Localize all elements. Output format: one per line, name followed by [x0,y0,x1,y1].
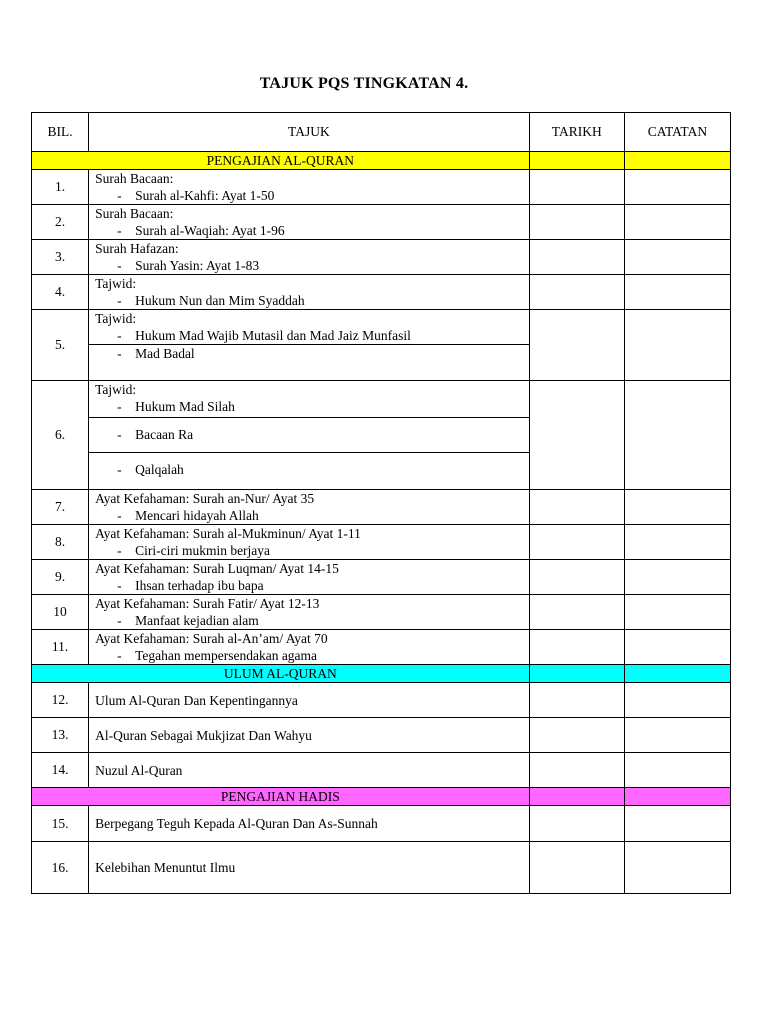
row-number: 12. [32,683,89,718]
row-topic [89,525,530,560]
catatan-cell[interactable] [624,490,730,525]
section-label-ulum: ULUM AL-QURAN [32,665,530,683]
tarikh-cell[interactable] [529,718,624,753]
row-number: 4. [32,275,89,310]
topic-item: - Hukum Mad Wajib Mutasil dan Mad Jaiz Munfasil [117,328,411,343]
topic-item: - Mencari hidayah Allah [117,508,259,523]
table-row [32,595,731,630]
topic-table [31,112,731,894]
tarikh-cell[interactable] [529,630,624,665]
header-catatan: CATATAN [624,113,730,152]
tarikh-cell[interactable] [529,525,624,560]
section-cell [624,665,730,683]
row-number: 1. [32,170,89,205]
topic-item: - Hukum Nun dan Mim Syaddah [117,293,305,308]
page-title: TAJUK PQS TINGKATAN 4. [259,75,469,92]
catatan-cell[interactable] [624,718,730,753]
catatan-cell[interactable] [624,170,730,205]
section-label-hadis: PENGAJIAN HADIS [32,788,530,806]
header-bil: BIL. [32,113,89,152]
catatan-cell[interactable] [624,753,730,788]
table-row [32,525,731,560]
row-topic: Al-Quran Sebagai Mukjizat Dan Wahyu [89,718,530,753]
catatan-cell[interactable] [624,240,730,275]
row-topic [89,560,530,595]
topic-item: - Mad Badal [117,346,195,361]
table-row [32,560,731,595]
row-number: 11. [32,630,89,665]
header-tajuk: TAJUK [89,113,530,152]
topic-head: Ayat Kefahaman: Surah al-Mukminun/ Ayat 1-11 [95,526,361,541]
table-row [32,240,731,275]
catatan-cell[interactable] [624,560,730,595]
row-topic [89,275,530,310]
table-row [32,683,731,718]
row-topic [89,310,530,381]
row-topic [89,630,530,665]
catatan-cell[interactable] [624,275,730,310]
topic-item: - Surah al-Kahfi: Ayat 1-50 [117,188,275,203]
tarikh-cell[interactable] [529,842,624,894]
table-row [32,718,731,753]
topic-head: Ayat Kefahaman: Surah an-Nur/ Ayat 35 [95,491,315,506]
row-topic [89,205,530,240]
table-row [32,490,731,525]
tarikh-cell[interactable] [529,275,624,310]
tarikh-cell[interactable] [529,753,624,788]
row-number: 15. [32,806,89,842]
catatan-cell[interactable] [624,842,730,894]
section-cell [529,152,624,170]
row-topic: Nuzul Al-Quran [89,753,530,788]
section-row-ulum [32,665,731,683]
section-cell [529,665,624,683]
tarikh-cell[interactable] [529,806,624,842]
row-number: 16. [32,842,89,894]
row-topic: Berpegang Teguh Kepada Al-Quran Dan As-Sunnah [89,806,530,842]
table-row [32,842,731,894]
section-cell [624,152,730,170]
tarikh-cell[interactable] [529,310,624,381]
table-row [32,630,731,665]
row-number: 2. [32,205,89,240]
topic-head: Tajwid: [95,382,137,397]
tarikh-cell[interactable] [529,170,624,205]
topic-head: Surah Hafazan: [95,241,179,256]
catatan-cell[interactable] [624,630,730,665]
section-row-hadis [32,788,731,806]
topic-item: - Hukum Mad Silah [117,399,235,414]
topic-head: Ayat Kefahaman: Surah Fatir/ Ayat 12-13 [95,596,320,611]
row-topic: Kelebihan Menuntut Ilmu [89,842,530,894]
catatan-cell[interactable] [624,205,730,240]
table-row [32,170,731,205]
row-topic [89,595,530,630]
table-row [32,381,731,490]
table-row [32,205,731,240]
header-tarikh: TARIKH [529,113,624,152]
topic-head: Tajwid: [95,276,137,291]
topic-item: - Ciri-ciri mukmin berjaya [117,543,271,558]
table-row [32,806,731,842]
catatan-cell[interactable] [624,595,730,630]
tarikh-cell[interactable] [529,381,624,490]
row-topic [89,490,530,525]
row-number: 7. [32,490,89,525]
table-row [32,275,731,310]
row-topic [89,240,530,275]
topic-item: - Surah al-Waqiah: Ayat 1-96 [117,223,285,238]
row-number: 10 [32,595,89,630]
topic-head: Tajwid: [95,311,137,326]
tarikh-cell[interactable] [529,595,624,630]
topic-head: Surah Bacaan: [95,206,174,221]
tarikh-cell[interactable] [529,683,624,718]
topic-head: Ayat Kefahaman: Surah Luqman/ Ayat 14-15 [95,561,339,576]
table-row [32,753,731,788]
catatan-cell[interactable] [624,806,730,842]
section-label-quran: PENGAJIAN AL-QURAN [32,152,530,170]
section-row-quran [32,152,731,170]
topic-item: - Tegahan mempersendakan agama [117,648,318,663]
catatan-cell[interactable] [624,525,730,560]
tarikh-cell[interactable] [529,490,624,525]
row-number: 5. [32,310,89,381]
row-topic [89,170,530,205]
topic-head: Surah Bacaan: [95,171,174,186]
row-topic [89,381,530,490]
tarikh-cell[interactable] [529,560,624,595]
topic-item: - Manfaat kejadian alam [117,613,259,628]
topic-item: - Ihsan terhadap ibu bapa [117,578,264,593]
catatan-cell[interactable] [624,381,730,490]
row-topic: Ulum Al-Quran Dan Kepentingannya [89,683,530,718]
table-row [32,310,731,381]
tarikh-cell[interactable] [529,240,624,275]
row-number: 6. [32,381,89,490]
row-number: 8. [32,525,89,560]
topic-item: - Surah Yasin: Ayat 1-83 [117,258,260,273]
catatan-cell[interactable] [624,683,730,718]
row-number: 9. [32,560,89,595]
tarikh-cell[interactable] [529,205,624,240]
row-number: 14. [32,753,89,788]
row-number: 3. [32,240,89,275]
header-row [32,113,731,152]
topic-item: - Qalqalah [117,462,184,477]
topic-head: Ayat Kefahaman: Surah al-An’am/ Ayat 70 [95,631,328,646]
row-number: 13. [32,718,89,753]
section-cell [624,788,730,806]
catatan-cell[interactable] [624,310,730,381]
section-cell [529,788,624,806]
topic-item: - Bacaan Ra [117,427,194,442]
